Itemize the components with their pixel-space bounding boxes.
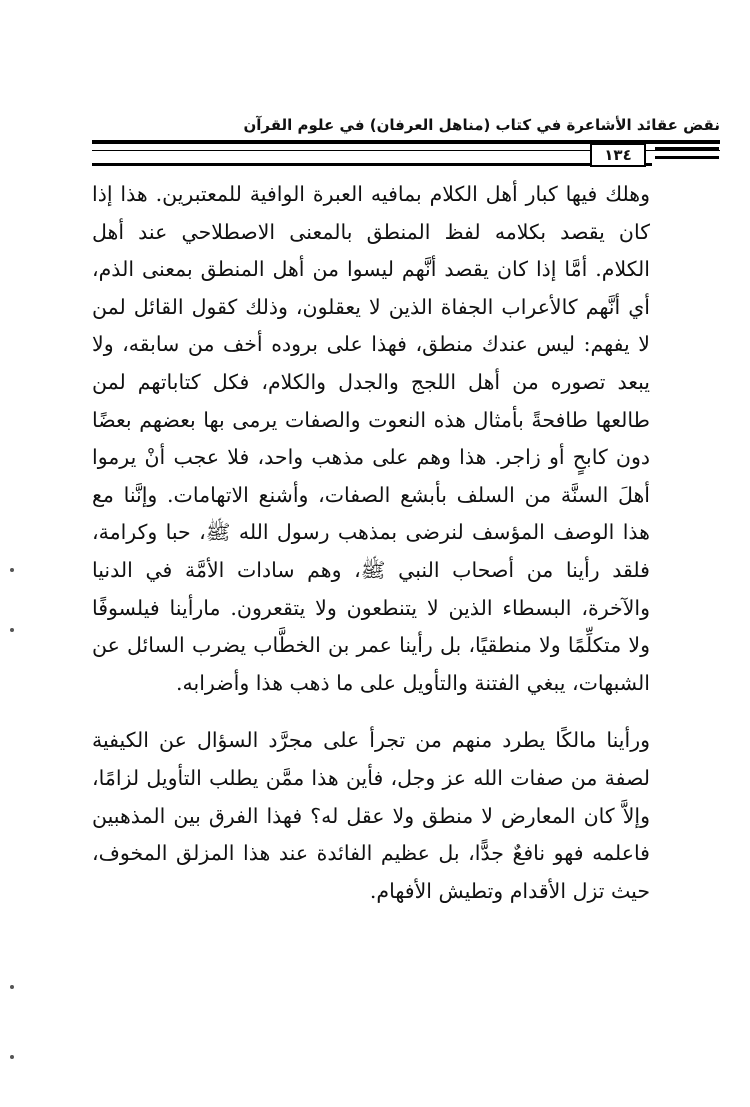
header-ornament-dash-bottom bbox=[655, 156, 719, 159]
body-text bbox=[92, 176, 650, 910]
header-ornament-dash-top bbox=[655, 147, 719, 150]
paragraph: وهلك فيها كبار أهل الكلام بمافيه العبرة الوافية للمعتبرين. هذا إذا كان يقصد بكلامه لفظ المنطق بالمعنى الاصطلاحي عند أهل الكلام. أمَّا إذا كان يقصد أنَّهم ليسوا من أهل المنطق بمعنى الذم، أي أنَّهم كالأعراب الجفاة الذين لا يعقلون، وذلك كقول القائل لمن لا يفهم: ليس عندك منطق، فهذا على بروده أخف من سابقه، ولا يبعد تصوره من أهل اللجج والجدل والكلام، فكل كتاباتهم لمن طالعها طافحةً بأمثال هذه النعوت والصفات يرمى بها بعضهم بعضًا دون كابحٍ أو زاجر. هذا وهم على مذهب واحد، فلا عجب أنْ يرموا أهلَ السنَّة من السلف بأبشع الصفات، وأشنع الاتهامات. وإنَّنا مع هذا الوصف المؤسف لنرضى بمذهب رسول الله ﷺ، حبا وكرامة، فلقد رأينا من أصحاب النبي ﷺ، وهم سادات الأمَّة في الدنيا والآخرة، البسطاء الذين لا يتنطعون ولا يتقعرون. مارأينا فيلسوفًا ولا متكلِّمًا ولا منطقيًا، بل رأينا عمر بن الخطَّاب يضرب السائل عن الشبهات، يبغي الفتنة والتأويل على ما ذهب هذا وأضرابه. bbox=[92, 182, 650, 695]
running-title: نقض عقائد الأشاعرة في كتاب (مناهل العرفان) في علوم القرآن bbox=[243, 116, 720, 134]
paragraph: ورأينا مالكًا يطرد منهم من تجرأ على مجرَّد السؤال عن الكيفية لصفة من صفات الله عز وجل، فأين هذا ممَّن يطلب التأويل لزامًا، وإلاَّ كان المعارض لا منطق ولا عقل له؟ فهذا الفرق بين المذهبين فاعلمه فهو نافعٌ جدًّا، بل عظيم الفائدة عند هذا المزلق المخوف، حيث تزل الأقدام وتطيش الأفهام. bbox=[92, 728, 650, 903]
scan-speck bbox=[10, 1055, 14, 1059]
page-number: ١٣٤ bbox=[590, 143, 646, 167]
header-rule-bottom bbox=[92, 163, 652, 166]
scan-speck bbox=[10, 628, 14, 632]
scan-speck bbox=[10, 985, 14, 989]
scan-speck bbox=[10, 568, 14, 572]
